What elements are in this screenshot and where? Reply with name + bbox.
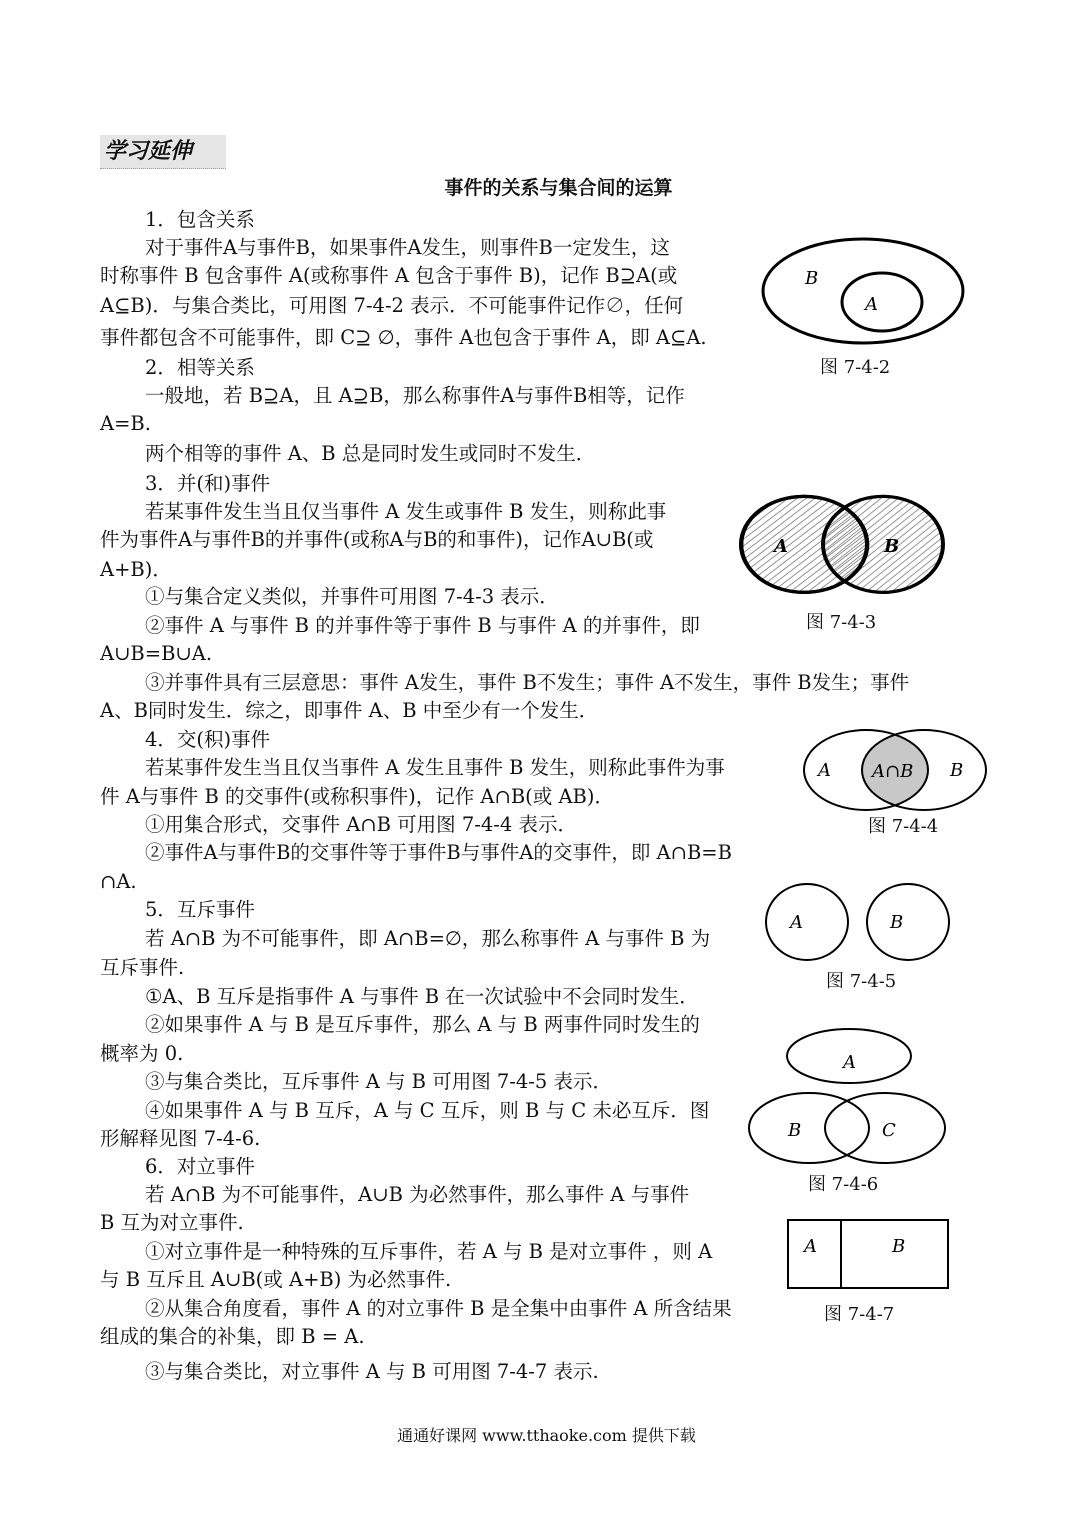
set-a-label: A <box>804 1236 817 1257</box>
text-line: ③与集合类比，互斥事件 A 与 B 可用图 7-4-5 表示． <box>145 1070 613 1093</box>
set-a-label: A <box>843 1052 856 1073</box>
figure-caption: 图 7-4-7 <box>824 1304 895 1325</box>
venn-pairwise-exclusive-diagram <box>744 1026 954 1166</box>
text-line: 6．对立事件 <box>145 1155 255 1178</box>
set-b-label: B <box>788 1120 802 1141</box>
set-a-label: A <box>774 536 788 557</box>
text-line: 件 A与事件 B 的交事件(或称积事件)，记作 A∩B(或 AB)． <box>100 785 614 808</box>
figure-caption: 图 7-4-5 <box>826 971 897 992</box>
text-line: ②事件 A 与事件 B 的并事件等于事件 B 与事件 A 的并事件，即 <box>145 614 700 637</box>
text-line: 概率为 0. <box>100 1042 184 1065</box>
text-line: ②从集合角度看，事件 A 的对立事件 B 是全集中由事件 A 所含结果 <box>145 1297 732 1320</box>
text-line: ∩A. <box>100 870 137 893</box>
set-b-label: B <box>950 760 964 781</box>
text-line: 时称事件 B 包含事件 A(或称事件 A 包含于事件 B)，记作 B⊇A(或 <box>100 264 678 287</box>
venn-mutually-exclusive-diagram <box>762 880 954 964</box>
text-line: A=B. <box>100 412 151 435</box>
intersection-label: A∩B <box>872 761 914 782</box>
text-line: 两个相等的事件 A、B 总是同时发生或同时不发生． <box>145 442 596 465</box>
text-line: 互斥事件. <box>100 956 185 979</box>
text-line: ①用集合形式，交事件 A∩B 可用图 7-4-4 表示． <box>145 813 577 836</box>
set-b-label: B <box>892 1236 906 1257</box>
text-line: 若某事件发生当且仅当事件 A 发生或事件 B 发生，则称此事 <box>145 500 667 523</box>
text-line: 组成的集合的补集，即 B = A. <box>100 1325 365 1348</box>
venn-union-diagram <box>738 494 954 596</box>
text-line: 形解释见图 7-4-6. <box>100 1127 261 1150</box>
text-line: ②事件A与事件B的交事件等于事件B与事件A的交事件，即 A∩B=B <box>145 841 732 864</box>
figure-caption: 图 7-4-2 <box>820 357 891 378</box>
text-line: A∪B=B∪A. <box>100 642 213 665</box>
text-line: ④如果事件 A 与 B 互斥，A 与 C 互斥，则 B 与 C 未必互斥．图 <box>145 1099 710 1122</box>
text-line: 2．相等关系 <box>145 356 255 379</box>
figure-caption: 图 7-4-4 <box>868 816 939 837</box>
text-line: ③并事件具有三层意思：事件 A发生，事件 B不发生；事件 A不发生，事件 B发生；事件 <box>145 671 910 694</box>
text-line: 若 A∩B 为不可能事件，A∪B 为必然事件，那么事件 A 与事件 <box>145 1183 690 1206</box>
set-a-label: A <box>790 912 803 933</box>
text-line: 3．并(和)事件 <box>145 472 271 495</box>
text-line: 一般地，若 B⊇A，且 A⊇B，那么称事件A与事件B相等，记作 <box>145 384 685 407</box>
text-line: A、B同时发生．综之，即事件 A、B 中至少有一个发生． <box>100 699 599 722</box>
complementary-events-diagram <box>786 1218 952 1292</box>
text-line: 若某事件发生当且仅当事件 A 发生且事件 B 发生，则称此事件为事 <box>145 756 725 779</box>
set-c-label: C <box>882 1120 896 1141</box>
figure-caption: 图 7-4-6 <box>808 1174 879 1195</box>
text-line: 对于事件A与事件B，如果事件A发生，则事件B一定发生，这 <box>145 236 670 259</box>
text-line: 事件都包含不可能事件，即 C⊇ ∅，事件 A也包含于事件 A，即 A⊆A. <box>100 326 707 349</box>
text-line: 1．包含关系 <box>145 208 255 231</box>
text-line: ②如果事件 A 与 B 是互斥事件，那么 A 与 B 两事件同时发生的 <box>145 1013 700 1036</box>
page-title: 事件的关系与集合间的运算 <box>444 177 673 199</box>
set-a-label: A <box>818 760 831 781</box>
venn-intersection-diagram <box>800 724 992 816</box>
page-footer: 通通好课网 www.tthaoke.com 提供下载 <box>397 1426 696 1445</box>
venn-subset-diagram <box>760 236 970 356</box>
set-b-label: B <box>805 268 819 289</box>
set-b-label: B <box>890 912 904 933</box>
set-a-label: A <box>865 294 878 315</box>
text-line: ①对立事件是一种特殊的互斥事件，若 A 与 B 是对立事件 ，则 A <box>145 1240 713 1263</box>
section-heading: 学习延伸 <box>100 135 226 169</box>
figure-caption: 图 7-4-3 <box>806 612 877 633</box>
text-line: A⊆B)．与集合类比，可用图 7-4-2 表示．不可能事件记作∅，任何 <box>100 294 684 317</box>
text-line: A+B)． <box>100 558 172 581</box>
text-line: 件为事件A与事件B的并事件(或称A与B的和事件)，记作A∪B(或 <box>100 528 654 551</box>
text-line: 与 B 互斥且 A∪B(或 A+B) 为必然事件. <box>100 1268 452 1291</box>
set-b-label: B <box>884 536 900 557</box>
text-line: 4．交(积)事件 <box>145 728 271 751</box>
text-line: ①A、B 互斥是指事件 A 与事件 B 在一次试验中不会同时发生． <box>145 985 699 1008</box>
text-line: B 互为对立事件. <box>100 1211 244 1234</box>
text-line: ③与集合类比，对立事件 A 与 B 可用图 7-4-7 表示. <box>145 1360 599 1383</box>
text-line: ①与集合定义类似，并事件可用图 7-4-3 表示． <box>145 585 559 608</box>
text-line: 若 A∩B 为不可能事件，即 A∩B=∅，那么称事件 A 与事件 B 为 <box>145 927 711 950</box>
text-line: 5．互斥事件 <box>145 898 255 921</box>
